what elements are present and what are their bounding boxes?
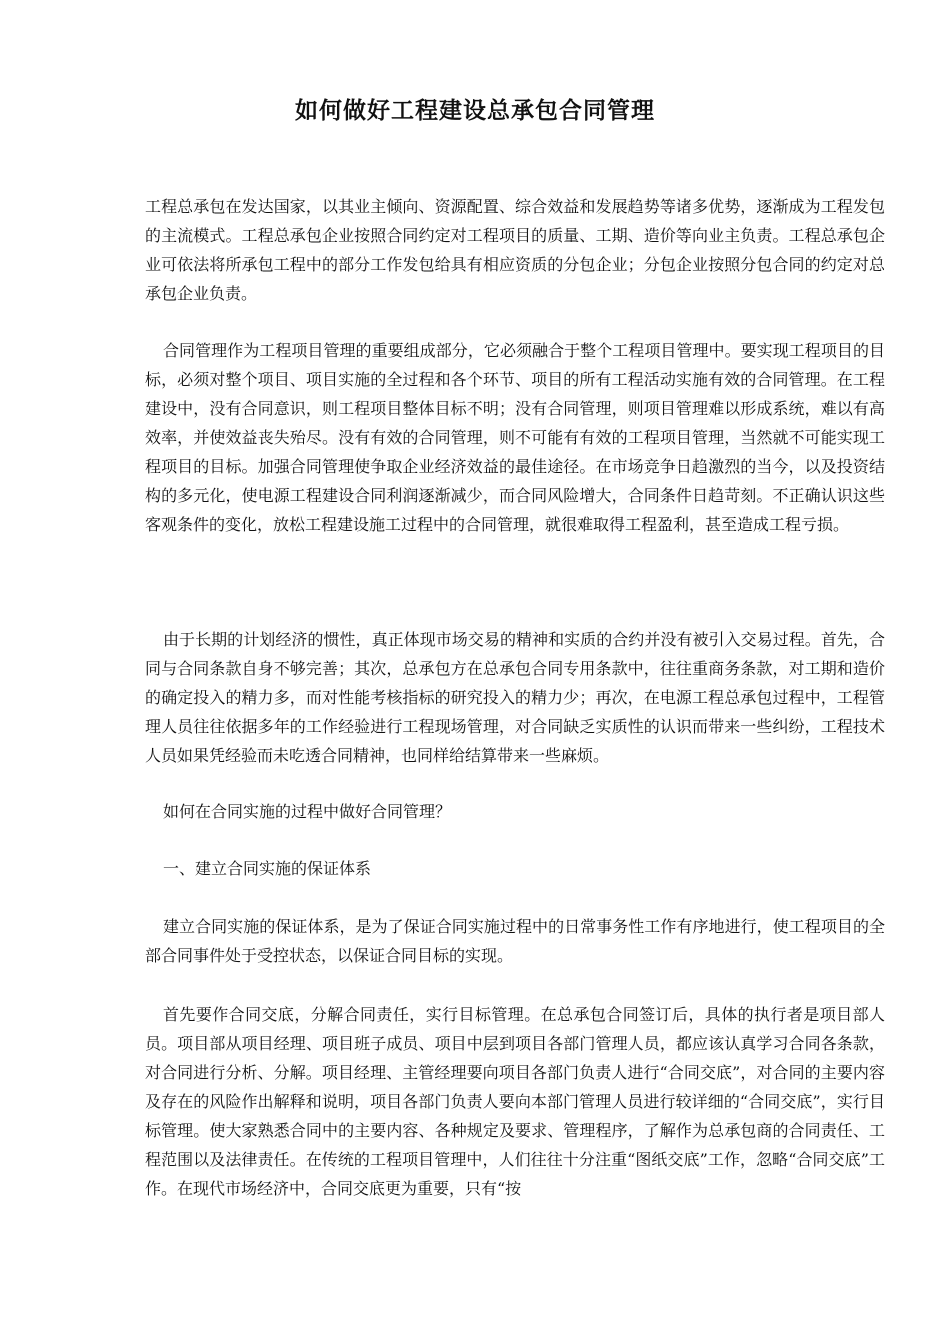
section-heading-1: 一、建立合同实施的保证体系	[163, 859, 372, 878]
document-title: 如何做好工程建设总承包合同管理	[295, 97, 655, 124]
paragraph-intro: 工程总承包在发达国家，以其业主倾向、资源配置、综合效益和发展趋势等诸多优势，逐渐成为工程发包的主流模式。工程总承包企业按照合同约定对工程项目的质量、工期、造价等向业主负责。工程总承包企业可依法将所承包工程中的部分工作发包给具有相应资质的分包企业；分包企业按照分包合同的约定对总承包企业负责。	[145, 197, 885, 303]
paragraph-planned-economy-inertia: 由于长期的计划经济的惯性，真正体现市场交易的精神和实质的合约并没有被引入交易过程。首先，合同与合同条款自身不够完善；其次，总承包方在总承包合同专用条款中，往往重商务条款，对工期和造价的确定投入的精力多，而对性能考核指标的研究投入的精力少；再次，在电源工程总承包过程中，工程管理人员往往依据多年的工作经验进行工程现场管理，对合同缺乏实质性的认识而带来一些纠纷，工程技术人员如果凭经验而未吃透合同精神，也同样给结算带来一些麻烦。	[145, 630, 885, 765]
paragraph-contract-disclosure: 首先要作合同交底，分解合同责任，实行目标管理。在总承包合同签订后，具体的执行者是项目部人员。项目部从项目经理、项目班子成员、项目中层到项目各部门管理人员，都应该认真学习合同各条款，对合同进行分析、分解。项目经理、主管经理要向项目各部门负责人进行“合同交底”，对合同的主要内容及存在的风险作出解释和说明，项目各部门负责人要向本部门管理人员进行较详细的“合同交底”，实行目标管理。使大家熟悉合同中的主要内容、各种规定及要求、管理程序，了解作为总承包商的合同责任、工程范围以及法律责任。在传统的工程项目管理中，人们往往十分注重“图纸交底”工作，忽略“合同交底”工作。在现代市场经济中，合同交底更为重要，只有“按	[145, 1005, 885, 1198]
paragraph-guarantee-system: 建立合同实施的保证体系，是为了保证合同实施过程中的日常事务性工作有序地进行，使工程项目的全部合同事件处于受控状态，以保证合同目标的实现。	[145, 917, 885, 965]
paragraph-contract-management-role: 合同管理作为工程项目管理的重要组成部分，它必须融合于整个工程项目管理中。要实现工程项目的目标，必须对整个项目、项目实施的全过程和各个环节、项目的所有工程活动实施有效的合同管理。在工程建设中，没有合同意识，则工程项目整体目标不明；没有合同管理，则项目管理难以形成系统，难以有高效率，并使效益丧失殆尽。没有有效的合同管理，则不可能有有效的工程项目管理，当然就不可能实现工程项目的目标。加强合同管理使争取企业经济效益的最佳途径。在市场竞争日趋激烈的当今，以及投资结构的多元化，使电源工程建设合同利润逐渐减少，而合同风险增大，合同条件日趋苛刻。不正确认识这些客观条件的变化，放松工程建设施工过程中的合同管理，就很难取得工程盈利，甚至造成工程亏损。	[145, 341, 885, 534]
paragraph-question: 如何在合同实施的过程中做好合同管理？	[163, 802, 452, 821]
